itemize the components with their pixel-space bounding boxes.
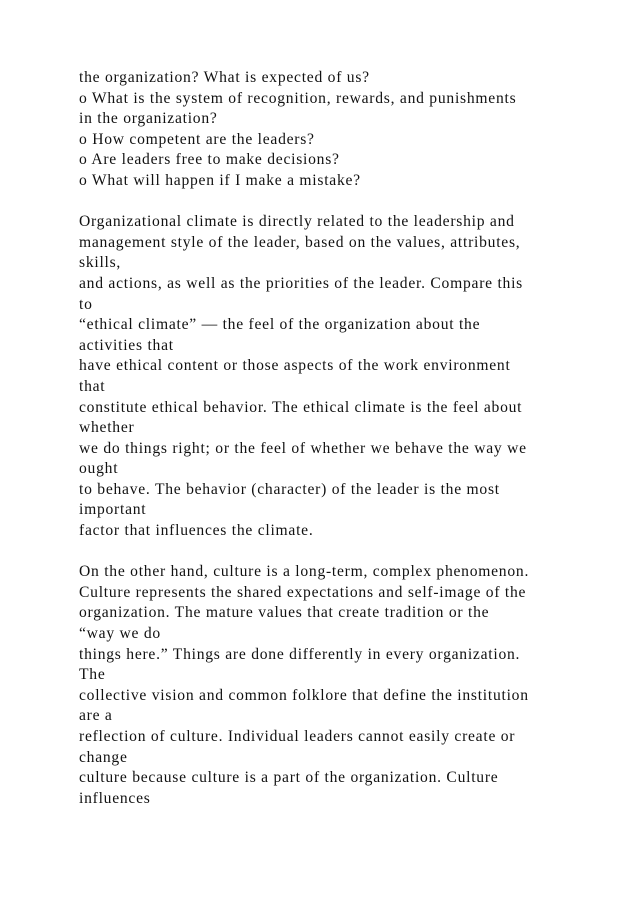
text-line: we do things right; or the feel of whether we behave the way we (79, 439, 527, 457)
text-line: o What will happen if I make a mistake? (79, 171, 361, 189)
text-line: organization. The mature values that create tradition or the (79, 604, 490, 622)
text-line: o Are leaders free to make decisions? (79, 151, 340, 169)
document-body-text (79, 68, 599, 809)
text-line: things here.” Things are done differently in every organization. (79, 645, 521, 663)
text-line: management style of the leader, based on the values, attributes, (79, 233, 521, 251)
text-line: “way we do (79, 625, 161, 643)
text-line: that (79, 377, 106, 395)
text-line: whether (79, 419, 135, 437)
text-line: culture because culture is a part of the organization. Culture (79, 769, 499, 787)
text-line: influences (79, 789, 151, 807)
text-line: in the organization? (79, 110, 218, 128)
text-line: ought (79, 460, 119, 478)
text-line: have ethical content or those aspects of the work environment (79, 357, 511, 375)
text-line: factor that influences the climate. (79, 522, 314, 540)
text-line: the organization? What is expected of us? (79, 69, 370, 86)
text-line: On the other hand, culture is a long-term, complex phenomenon. (79, 563, 530, 581)
text-line: are a (79, 707, 113, 725)
text-line: important (79, 501, 147, 519)
text-line: o What is the system of recognition, rewards, and punishments (79, 89, 517, 107)
text-line: and actions, as well as the priorities of the leader. Compare this (79, 274, 523, 292)
text-line: collective vision and common folklore that define the institution (79, 686, 529, 704)
text-line: Culture represents the shared expectations and self-image of the (79, 583, 527, 601)
paragraph-break (79, 542, 599, 563)
text-line: The (79, 666, 106, 684)
text-line: reflection of culture. Individual leaders cannot easily create or (79, 728, 516, 745)
paragraph-break (79, 192, 599, 213)
text-line: o How competent are the leaders? (79, 130, 315, 148)
text-line: to (79, 295, 93, 313)
text-line: constitute ethical behavior. The ethical climate is the feel about (79, 398, 523, 416)
text-line: to behave. The behavior (character) of the leader is the most (79, 480, 500, 498)
text-line: Organizational climate is directly related to the leadership and (79, 213, 515, 231)
text-line: activities that (79, 336, 174, 354)
text-line: “ethical climate” — the feel of the organization about the (79, 316, 481, 334)
text-line: skills, (79, 254, 122, 272)
text-line: change (79, 748, 128, 766)
